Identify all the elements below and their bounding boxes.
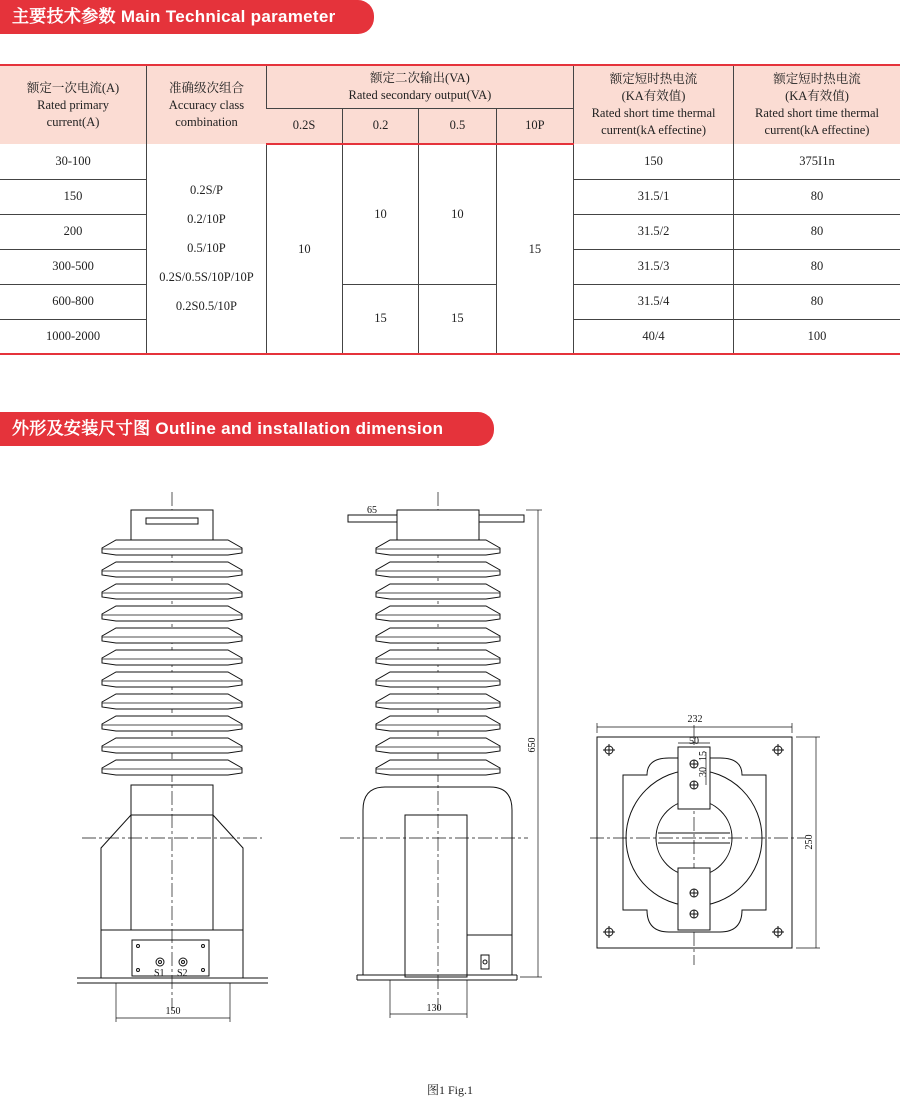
technical-parameter-table	[0, 64, 900, 355]
cell-output-0-2-bottom: 15	[342, 284, 418, 354]
cell-short-time-2: 80	[734, 249, 900, 284]
table-row	[0, 284, 900, 319]
figure-caption: 图1 Fig.1	[426, 1083, 473, 1097]
header-primary-current: 额定一次电流(A) Rated primary current(A)	[0, 65, 147, 144]
header-short-time-current-1: 额定短时热电流 (KA有效值) Rated short time thermal current(kA effectine)	[574, 65, 734, 144]
header-short-time-current-2: 额定短时热电流 (KA有效值) Rated short time thermal current(kA effectine)	[734, 65, 900, 144]
cell-short-time-1: 40/4	[574, 319, 734, 354]
dim-30-label: 30	[698, 767, 709, 777]
cell-primary: 1000-2000	[0, 319, 147, 354]
section-title-technical: 主要技术参数 Main Technical parameter	[0, 0, 374, 34]
subheader-0-2s: 0.2S	[266, 108, 342, 144]
cell-short-time-2: 375I1n	[734, 144, 900, 179]
dim-250-label: 250	[804, 834, 815, 850]
cell-short-time-1: 31.5/1	[574, 179, 734, 214]
subheader-0-2: 0.2	[342, 108, 418, 144]
outline-drawing	[0, 470, 900, 1070]
front-view	[77, 492, 268, 1022]
cell-primary: 30-100	[0, 144, 147, 179]
section-title-outline: 外形及安装尺寸图 Outline and installation dimension	[0, 412, 494, 446]
cell-short-time-2: 100	[734, 319, 900, 354]
cell-output-10p: 15	[496, 144, 573, 354]
cell-short-time-2: 80	[734, 214, 900, 249]
terminal-s2-label: S2	[177, 968, 188, 979]
cell-output-0-5-top: 10	[419, 144, 496, 284]
terminal-s1-label: S1	[154, 968, 165, 979]
subheader-10p: 10P	[496, 108, 573, 144]
table-row	[0, 144, 900, 179]
cell-short-time-2: 80	[734, 179, 900, 214]
cell-accuracy-combinations: 0.2S/P 0.2/10P 0.5/10P 0.2S/0.5S/10P/10P 0.2S0.5/10P	[147, 144, 267, 354]
cell-output-0-5-bottom: 15	[419, 284, 496, 354]
header-accuracy-class: 准确级次组合 Accuracy class combination	[147, 65, 267, 144]
dim-232-label: 232	[687, 714, 703, 725]
cell-output-0-2s: 10	[266, 144, 342, 354]
dim-150-label: 150	[165, 1006, 181, 1017]
header-secondary-output: 额定二次输出(VA) Rated secondary output(VA)	[266, 65, 573, 108]
cell-primary: 150	[0, 179, 147, 214]
cell-output-0-2-top: 10	[342, 144, 418, 284]
cell-primary: 200	[0, 214, 147, 249]
cell-short-time-1: 150	[574, 144, 734, 179]
dim-130-label: 130	[426, 1003, 442, 1014]
side-view	[340, 492, 542, 1018]
dim-15-label: 15	[698, 751, 709, 761]
dim-65-label: 65	[367, 505, 377, 516]
dim-50-label: 50	[689, 736, 699, 747]
dim-650-label: 650	[527, 737, 538, 753]
cell-short-time-1: 31.5/3	[574, 249, 734, 284]
cell-primary: 300-500	[0, 249, 147, 284]
subheader-0-5: 0.5	[419, 108, 496, 144]
cell-short-time-1: 31.5/2	[574, 214, 734, 249]
cell-short-time-2: 80	[734, 284, 900, 319]
cell-short-time-1: 31.5/4	[574, 284, 734, 319]
cell-primary: 600-800	[0, 284, 147, 319]
